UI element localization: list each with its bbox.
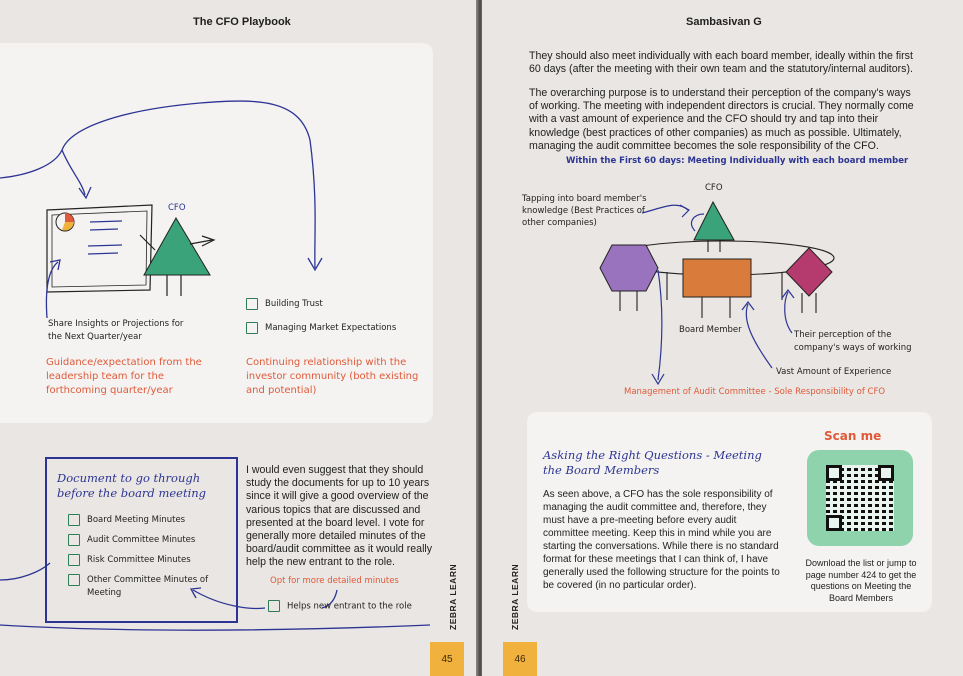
relationship-text: Continuing relationship with the investor community (both existing and potential) [246,357,419,396]
perception-label: Their perception of the company's ways of working [794,330,912,353]
left-page [0,0,478,676]
guidance-text: Guidance/expectation from the leadership team for the forthcoming quarter/year [46,357,202,396]
investor-checklist [246,292,396,340]
hexagon-member [600,245,658,291]
board-member-label: Board Member [679,325,742,335]
doc-item: Audit Committee Minutes [68,530,228,550]
paragraph-purpose: The overarching purpose is to understand their perception of the company's ways of working. The meeting with independent directors is crucial. They normally come with a vast amount of experience and the CFO should try and tap into their knowledge (best practices of other companies) as much as possible. Ultimately, managing the audit committee becomes the sole responsibility of the CFO. [529,87,914,152]
check-item-building-trust: Building Trust [246,292,396,316]
opt-note: Opt for more detailed minutes [270,576,399,586]
checkbox-icon [68,534,80,546]
download-text: Download the list or jump to page number 424 to get the questions on Meeting the Board Members [805,558,917,603]
qr-code[interactable] [807,450,913,546]
checkbox-icon [68,554,80,566]
check-item-market-expectations: Managing Market Expectations [246,316,396,340]
paragraph-individual-meeting: They should also meet individually with each board member, ideally within the first 60 days (after the meeting with their own team and the statutory/internal auditors). [529,50,913,76]
doc-box-title: Document to go through before the board meeting [57,471,207,500]
cfo-label: CFO [168,203,186,213]
share-insights-caption: Share Insights or Projections for the Next Quarter/year [48,319,184,342]
page-number-right: 46 [503,642,537,676]
checkbox-icon [68,574,80,586]
documents-paragraph: I would even suggest that they should study the documents for up to 10 years since it will give a good overview of the various topics that are discussed and presented at the board level. I vote for generally more detailed minutes of the board/audit committee as it would really help the new entrant to the role. [246,464,433,569]
diamond-member [786,248,832,296]
checkbox-icon [246,322,258,334]
helps-note: Helps new entrant to the role [268,600,412,612]
right-page [482,0,963,676]
cfo-triangle [144,218,210,275]
experience-label: Vast Amount of Experience [776,367,892,377]
scan-me-label: Scan me [824,429,882,443]
doc-item: Risk Committee Minutes [68,550,228,570]
diagram-title: Within the First 60 days: Meeting Individually with each board member [566,156,909,166]
cfo-label-right: CFO [705,183,723,193]
running-head-left: The CFO Playbook [193,16,291,28]
checkbox-icon [268,600,280,612]
checkbox-icon [246,298,258,310]
questions-heading: Asking the Right Questions - Meeting the Board Members [543,448,762,477]
tapping-label: Tapping into board member's knowledge (Best Practices of other companies) [522,194,647,228]
management-label: Management of Audit Committee - Sole Responsibility of CFO [624,387,886,397]
running-head-right: Sambasivan G [686,16,762,28]
doc-box-list [68,510,228,600]
checkbox-icon [68,514,80,526]
cfo-triangle-right [694,202,734,240]
doc-item: Other Committee Minutes of Meeting [68,574,228,600]
rectangle-member [683,259,751,297]
arrow-to-screen [62,150,85,195]
questions-body: As seen above, a CFO has the sole responsibility of managing the audit committee and, therefore, they must have a pre-meeting before every audit committee meeting. Keep this in mind while you are starting the conversations. While there is no standard format for these meetings that I can think of, I have generally used the following structure for the points to be covered (in no particular order). [543,489,780,591]
brand-mark-left: ZEBRA LEARN [448,563,458,630]
brand-mark-right: ZEBRA LEARN [510,563,520,630]
doc-item: Board Meeting Minutes [68,510,228,530]
qr-pattern [826,465,894,531]
page-number-left: 45 [430,642,464,676]
questions-card [527,412,932,612]
